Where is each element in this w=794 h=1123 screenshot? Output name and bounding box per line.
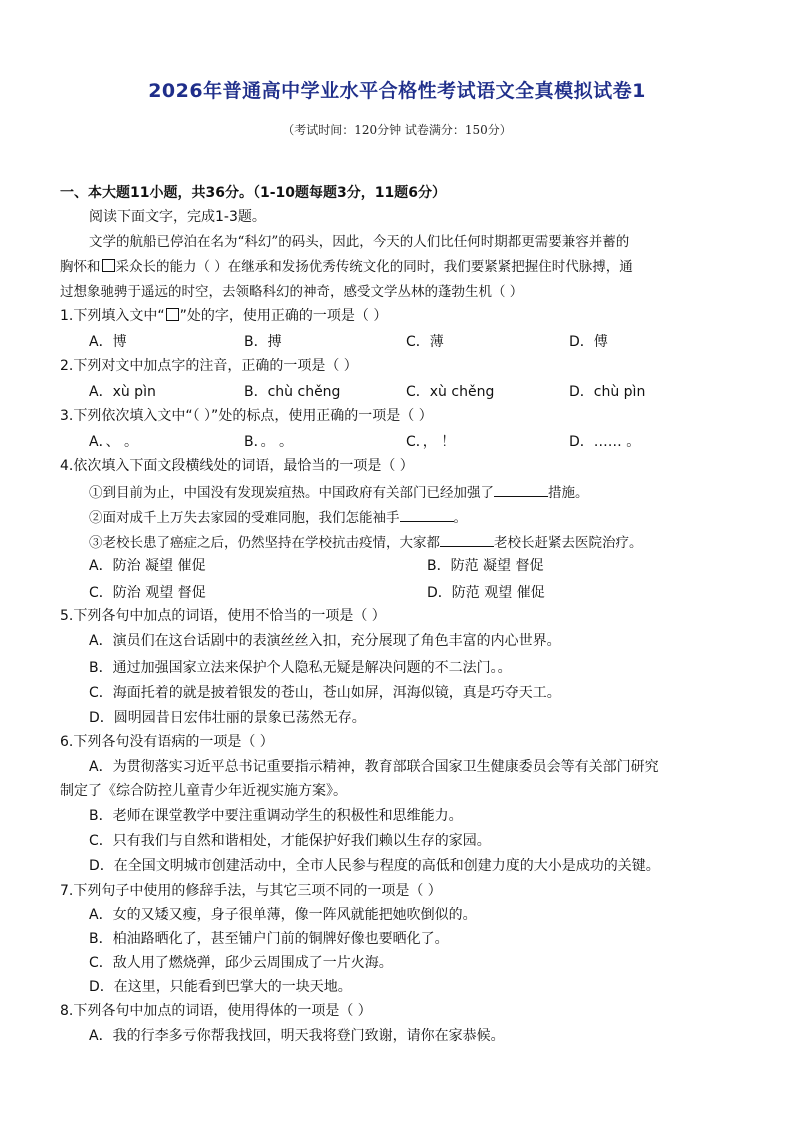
option-d: D．傅: [569, 334, 608, 350]
section-heading: 一、本大题11小题，共36分。（1-10题每题3分，11题6分）: [60, 185, 446, 201]
blank-box-icon: [166, 308, 179, 321]
question-3-stem: 3.下列依次填入文中“（ ）”处的标点，使用正确的一项是（ ）: [60, 408, 433, 424]
option-a: A．为贯彻落实习近平总书记重要指示精神，教育部联合国家卫生健康委员会等有关部门研究: [89, 759, 659, 775]
option-a: A．女的又矮又瘦，身子很单薄，像一阵风就能把她吹倒似的。: [89, 907, 477, 923]
sentence-text: ①到目前为止，中国没有发现炭疽热。中国政府有关部门已经加强了: [89, 485, 494, 501]
option-b: B．搏: [244, 334, 282, 350]
sentence-text: 。: [453, 510, 467, 526]
option-a: A．xù pìn: [89, 384, 156, 400]
option-b: B．老师在课堂教学中要注重调动学生的积极性和思维能力。: [89, 808, 463, 824]
option-a: A．防治 凝望 催促: [89, 558, 206, 574]
option-a: A．、 。: [89, 434, 139, 450]
passage-text: 胸怀和: [60, 259, 101, 275]
exam-info: （考试时间：120分钟 试卷满分：150分）: [282, 123, 512, 137]
passage-line-2: [60, 257, 633, 277]
option-d: D．在全国文明城市创建活动中，全市人民参与程度的高低和创建力度的大小是成功的关键。: [89, 858, 660, 874]
option-a: A．演员们在这台话剧中的表演丝丝入扣，充分展现了角色丰富的内心世界。: [89, 633, 561, 649]
reading-instruction: 阅读下面文字，完成1-3题。: [89, 209, 266, 225]
question-2-stem: 2.下列对文中加点字的注音，正确的一项是（ ）: [60, 358, 358, 374]
page-title: 2026年普通高中学业水平合格性考试语文全真模拟试卷1: [148, 80, 646, 102]
option-d: D．在这里，只能看到巴掌大的一块天地。: [89, 979, 352, 995]
question-text: 1.下列填入文中“: [60, 308, 165, 324]
option-d: D．chù pìn: [569, 384, 646, 400]
option-c: C．海面托着的就是披着银发的苍山，苍山如屏，洱海似镜，真是巧夺天工。: [89, 685, 561, 701]
option-b: B．chù chěng: [244, 384, 341, 400]
option-c: C．薄: [406, 334, 444, 350]
option-c: C．敌人用了燃烧弹，邱少云周围成了一片火海。: [89, 955, 393, 971]
blank-box-icon: [102, 259, 115, 272]
option-c: C．， ！: [406, 434, 456, 450]
option-d: D．…… 。: [569, 434, 641, 450]
passage-text: 采众长的能力（ ）在继承和发扬优秀传统文化的同时，我们要紧紧把握住时代脉搏，通: [115, 259, 633, 275]
question-7-stem: 7.下列句子中使用的修辞手法，与其它三项不同的一项是（ ）: [60, 883, 442, 899]
question-text: ”处的字，使用正确的一项是（ ）: [179, 308, 388, 324]
question-4-sentence-3: [89, 532, 643, 553]
passage-line-3: 过想象驰骋于遥远的时空，去领略科幻的神奇，感受文学丛林的蓬勃生机（ ）: [60, 284, 524, 300]
question-1-stem: [60, 306, 387, 326]
fill-blank-line: [400, 507, 454, 522]
option-b: B．防范 凝望 督促: [427, 558, 544, 574]
sentence-text: ②面对成千上万失去家园的受难同胞，我们怎能袖手: [89, 510, 400, 526]
sentence-text: ③老校长患了癌症之后，仍然坚持在学校抗击疫情，大家都: [89, 535, 440, 551]
option-c: C．防治 观望 督促: [89, 585, 206, 601]
sentence-text: 措施。: [548, 485, 589, 501]
question-4-sentence-2: [89, 507, 467, 528]
option-a: A．博: [89, 334, 127, 350]
passage-line-1: 文学的航船已停泊在名为“科幻”的码头，因此，今天的人们比任何时期都更需要兼容并蓄的: [89, 234, 630, 250]
option-b: B．通过加强国家立法来保护个人隐私无疑是解决问题的不二法门。。: [89, 660, 512, 676]
question-4-stem: 4.依次填入下面文段横线处的词语，最恰当的一项是（ ）: [60, 458, 414, 474]
option-c: C．只有我们与自然和谐相处，才能保护好我们赖以生存的家园。: [89, 833, 491, 849]
fill-blank-line: [440, 532, 494, 547]
question-8-stem: 8.下列各句中加点的词语，使用得体的一项是（ ）: [60, 1003, 372, 1019]
fill-blank-line: [494, 482, 548, 497]
question-4-sentence-1: [89, 482, 589, 503]
option-b: B．柏油路晒化了，甚至铺户门前的铜牌好像也要晒化了。: [89, 931, 449, 947]
question-5-stem: 5.下列各句中加点的词语，使用不恰当的一项是（ ）: [60, 608, 386, 624]
sentence-text: 老校长赶紧去医院治疗。: [494, 535, 643, 551]
option-d: D．圆明园昔日宏伟壮丽的景象已荡然无存。: [89, 710, 366, 726]
question-6-stem: 6.下列各句没有语病的一项是（ ）: [60, 734, 274, 750]
option-a-continued: 制定了《综合防控儿童青少年近视实施方案》。: [60, 783, 347, 799]
option-b: B．。 。: [244, 434, 294, 450]
option-c: C．xù chěng: [406, 384, 495, 400]
option-d: D．防范 观望 催促: [427, 585, 545, 601]
option-a: A．我的行李多亏你帮我找回，明天我将登门致谢，请你在家恭候。: [89, 1028, 505, 1044]
